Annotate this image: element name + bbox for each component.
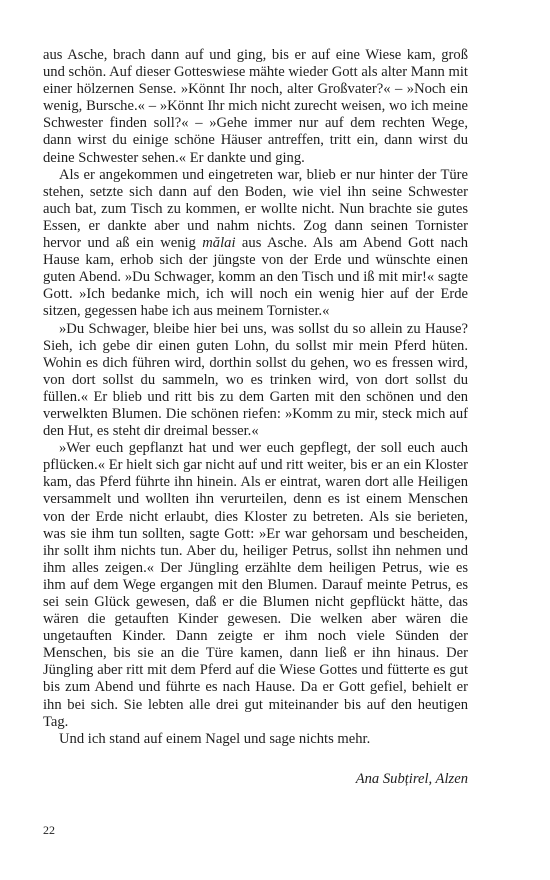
- paragraph-2-text-before: Als er angekommen und eingetreten war, blieb er nur hinter der Türe stehen, setzte sich dann auf den Boden, wie viel ihn seine Schwester auch bat, zum Tisch zu kommen, er wollte nicht. Nun brachte sie gutes Essen, er dankte aber und nahm nichts. Zog dann seinen Tornister hervor und aß ein wenig: [43, 166, 468, 252]
- paragraph-2: [43, 167, 468, 321]
- paragraph-5: Und ich stand auf einem Nagel und sage nichts mehr.: [59, 730, 371, 747]
- page-number: 22: [43, 823, 55, 837]
- paragraph-4: »Wer euch gepflanzt hat und wer euch gepflegt, der soll euch auch pflücken.« Er hielt sich gar nicht auf und ritt weiter, bis er an ein Kloster kam, das Pferd führte ihn hinein. Als er eintrat, waren dort alle Heiligen versammelt und wollten ihn verurteilen, denn es ist einem Menschen von der Erde nicht erlaubt, dies Kloster zu betreten. Als sie berieten, was sie ihm tun sollten, sagte Gott: »Er war gehorsam und bescheiden, ihr sollt ihm nichts tun. Aber du, heiliger Petrus, sollst ihn nehmen und ihm alles zeigen.« Der Jüngling erzählte dem heiligen Petrus, wie es ihm auf dem Wege ergangen mit den Blumen. Darauf meinte Petrus, es sei sein Glück gewesen, daß er die Blumen nicht gepflückt hätte, das wären die getauften Kinder gewesen. Die welken aber wären die ungetauften Kinder. Dann zeigte er ihm noch viele Sünden der Menschen, bis sie an die Türe kamen, dann ließ er ihn hinaus. Der Jüngling aber ritt mit dem Pferd auf die Wiese Gottes und fütterte es gut bis zum Abend und führte es nach Hause. Da er Gott gefiel, behielt er ihn bei sich. Sie lebten alle drei gut miteinander bis auf den heutigen Tag.: [43, 440, 468, 730]
- paragraph-2-text-after: aus Asche. Als am Abend Gott nach Hause kam, erhob sich der jüngste von der Erde und wünschte einen guten Abend. »Du Schwager, komm an den Tisch und iß mit mir!« sagte Gott. »Ich bedanke mich, ich will noch ein wenig hier auf der Erde sitzen, gegessen habe ich aus meinem Tornister.«: [43, 235, 468, 320]
- paragraph-3: »Du Schwager, bleibe hier bei uns, was sollst du so allein zu Hause? Sieh, ich gebe dir einen guten Lohn, du sollst mir mein Pferd hüten. Wohin es dich führen wird, dorthin sollst du gehen, wo es fressen wird, von dort sollst du sammeln, wo es trinken wird, von dort sollst du füllen.« Er blieb und ritt bis zu dem Garten mit den schönen und den verwelkten Blumen. Die schönen riefen: »Komm zu mir, steck mich auf den Hut, es steht dir dreimal besser.«: [43, 320, 468, 440]
- paragraph-1: aus Asche, brach dann auf und ging, bis er auf eine Wiese kam, groß und schön. Auf dieser Gotteswiese mähte wieder Gott als alter Mann mit einer hölzernen Sense. »Könnt Ihr noch, alter Großvater?« – »Noch ein wenig, Bursche.« – »Könnt Ihr mich nicht zurecht weisen, wo ich meine Schwester finden soll?« – »Gehe immer nur auf dem rechten Wege, dann wirst du einige schöne Häuser antreffen, tritt ein, dann wirst du deine Schwester sehen.« Er dankte und ging.: [43, 47, 468, 166]
- author-signature: Ana Subțirel, Alzen: [355, 771, 468, 787]
- paragraph-2-emphasis: mălai: [202, 235, 236, 252]
- story-text: [43, 47, 468, 748]
